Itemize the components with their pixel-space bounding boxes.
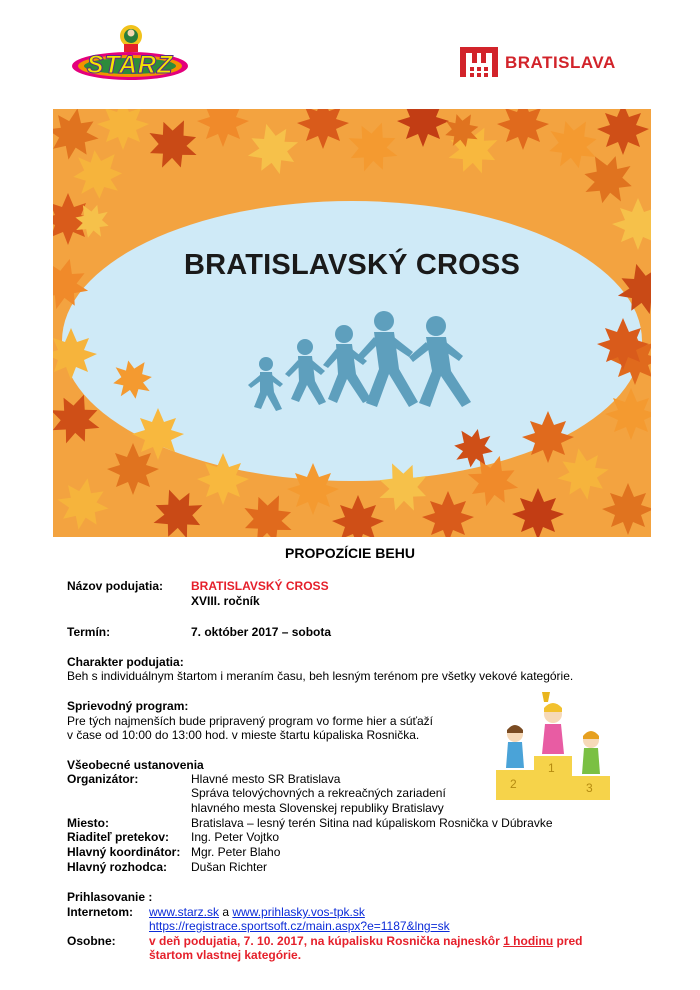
general-label: Všeobecné ustanovenia	[67, 758, 204, 772]
starz-link[interactable]: www.starz.sk	[149, 905, 220, 919]
organizer-line-1: Hlavné mesto SR Bratislava	[191, 772, 341, 786]
event-date-value: 7. október 2017 – sobota	[191, 625, 332, 639]
city-gate-icon	[460, 47, 498, 77]
referee-label: Hlavný rozhodca:	[67, 860, 168, 874]
autumn-leaves-frame	[53, 109, 651, 537]
coordinator-value: Mgr. Peter Blaho	[191, 845, 281, 859]
kids-podium-icon	[490, 688, 615, 800]
prihlasky-link[interactable]: www.prihlasky.vos-tpk.sk	[232, 905, 365, 919]
svg-text:2: 2	[510, 777, 517, 791]
event-edition: XVIII. ročník	[191, 594, 260, 608]
character-label: Charakter podujatia:	[67, 655, 184, 669]
personal-text-start: v deň podujatia, 7. 10. 2017, na kúpalisku Rosnička najneskôr	[149, 934, 500, 948]
referee-value: Dušan Richter	[191, 860, 268, 874]
bratislava-logo-text: BRATISLAVA	[505, 53, 616, 72]
svg-text:3: 3	[586, 781, 593, 795]
organizer-line-2: Správa telovýchovných a rekreačných zariadení	[191, 786, 446, 800]
personal-label: Osobne:	[67, 934, 116, 948]
program-line-1: Pre tých najmenších bude pripravený program vo forme hier a súťaží	[67, 714, 434, 728]
registration-links-line	[149, 905, 365, 919]
banner	[53, 109, 651, 537]
banner-title: BRATISLAVSKÝ CROSS	[183, 249, 521, 281]
program-line-2: v čase od 10:00 do 13:00 hod. v mieste štartu kúpaliska Rosnička.	[67, 728, 420, 742]
starz-logo-text: STARZ	[86, 51, 174, 79]
director-value: Ing. Peter Vojtko	[191, 830, 280, 844]
personal-text-end: pred	[556, 934, 583, 948]
svg-text:1: 1	[548, 761, 555, 775]
personal-line-1	[149, 934, 583, 948]
place-label: Miesto:	[67, 816, 109, 830]
registration-label: Prihlasovanie :	[67, 890, 153, 904]
place-value: Bratislava – lesný terén Sitina nad kúpaliskom Rosnička v Dúbravke	[191, 816, 553, 830]
sportsoft-link[interactable]: https://registrace.sportsoft.cz/main.aspx?e=1187&lng=sk	[149, 919, 450, 933]
director-label: Riaditeľ pretekov:	[67, 830, 169, 844]
event-name-label: Názov podujatia:	[67, 579, 164, 593]
character-text: Beh s individuálnym štartom i meraním času, beh lesným terénom pre všetky vekové kategórie.	[67, 669, 574, 683]
event-date-label: Termín:	[67, 625, 111, 639]
coordinator-label: Hlavný koordinátor:	[67, 845, 181, 859]
organizer-line-3: hlavného mesta Slovenskej republiky Bratislavy	[191, 801, 444, 815]
bratislava-logo	[458, 45, 643, 79]
organizer-label: Organizátor:	[67, 772, 139, 786]
event-name-value: BRATISLAVSKÝ CROSS	[191, 579, 329, 593]
program-label: Sprievodný program:	[67, 699, 189, 713]
personal-line-2: štartom vlastnej kategórie.	[149, 948, 302, 962]
personal-time-underlined: 1 hodinu	[503, 934, 554, 948]
starz-logo	[68, 22, 192, 84]
page-heading: PROPOZÍCIE BEHU	[285, 545, 415, 561]
links-conjunction: a	[222, 905, 230, 919]
internet-label: Internetom:	[67, 905, 133, 919]
